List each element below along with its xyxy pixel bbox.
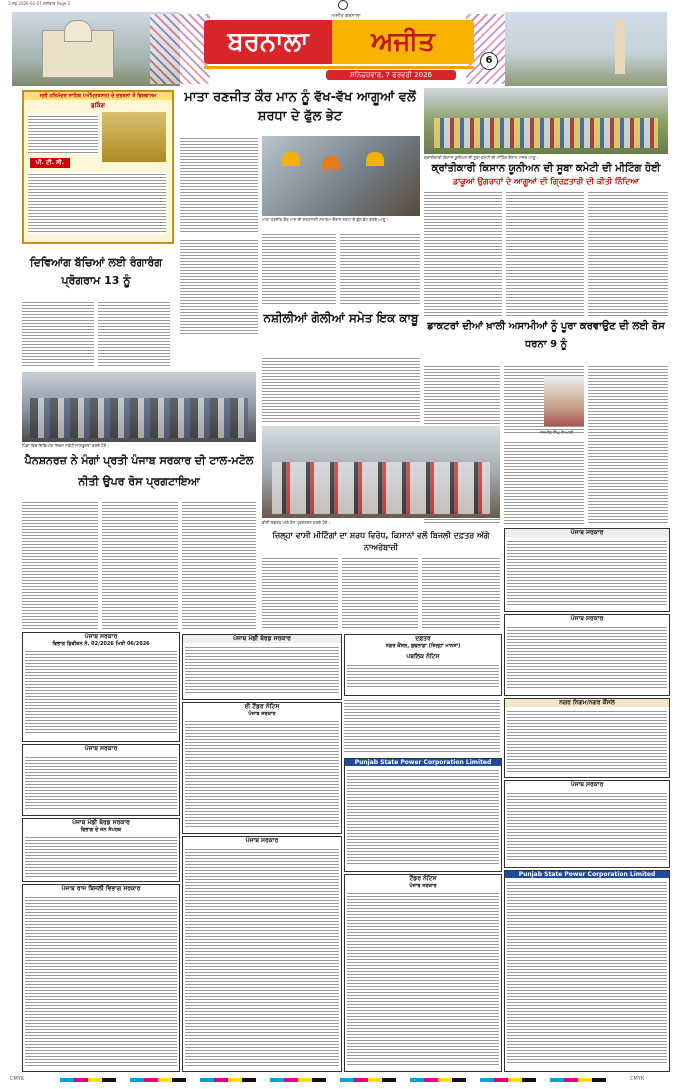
headline-7: ਜ਼ਿਲ੍ਹਾ ਵਾਸੀ ਮੀਟਿੰਗਾਂ ਦਾ ਸ਼ਰਧ ਵਿਰੋਧ, ਕਿਸਾਨਾਂ ਵਲੋਂ ਬਿਜਲੀ ਦਫ਼ਤਰ ਅੱਗੇ ਨਾਅਰੇਬਾਜ਼ੀ <box>272 531 490 552</box>
doctor-portrait <box>544 376 584 426</box>
notice-left-3-title: ਪੰਜਾਬ ਮੰਡੀ ਬੋਰਡ ਸਰਕਾਰ <box>72 819 130 826</box>
caption-1: ਮਾਤਾ ਰਣਜੀਤ ਕੌਰ ਮਾਨ ਦੀ ਸ਼ਰਧਾਂਜਲੀ ਸਮਾਗਮ ਦੌਰਾਨ ਸ਼ਰਧਾ ਦੇ ਫੁੱਲ ਭੇਟ ਕਰਦੇ ਆਗੂ। <box>262 217 389 222</box>
print-header: 2-ਸਵ 2026-02-07 ਸ਼ਨੀਵਾਰ Page 2 <box>8 1 71 6</box>
notice-tender-2-sub: ਪੰਜਾਬ ਸਰਕਾਰ <box>409 883 437 889</box>
notice-right-4 <box>504 780 670 868</box>
notice-municipal-title: ਦਫ਼ਤਰ <box>415 635 431 642</box>
headline-4: ਨਸ਼ੀਲੀਆਂ ਗੋਲੀਆਂ ਸਮੇਤ ਇਕ ਕਾਬੂ <box>263 311 419 325</box>
notice-pspcl-center-title: Punjab State Power Corporation Limited <box>345 759 501 766</box>
notice-municipal-sub: ਨਗਰ ਕੌਂਸਲ, ਬੁਢਲਾਡਾ (ਜ਼ਿਲ੍ਹਾ ਮਾਨਸਾ) <box>385 643 461 649</box>
subheadline-2: ਡਾਕੂਆਂ ਉਗਰਾਹਾਂ ਦੇ ਆਗੂਆਂ ਦੀ ਗ੍ਰਿਫ਼ਤਾਰੀ ਦੀ ਕੀਤੀ ਨਿੰਦਿਆ <box>452 177 640 186</box>
masthead-photo-right <box>505 12 667 86</box>
article-3-photo <box>22 372 256 442</box>
masthead-title <box>204 20 474 69</box>
headline-6: ਪੈਨਸ਼ਨਰਜ਼ ਨੇ ਮੰਗਾਂ ਪ੍ਰਤੀ ਪੰਜਾਬ ਸਰਕਾਰ ਦੀ ਟਾਲ-ਮਟੋਲ ਨੀਤੀ ਉਪਰ ਰੋਸ ਪ੍ਰਗਟਾਇਆ <box>24 454 254 488</box>
notice-left-1 <box>22 632 180 742</box>
ptc-badge: ਪੀ. ਟੀ. ਸੀ. <box>30 158 70 168</box>
notice-pspcl-right <box>504 870 670 1072</box>
notice-right-3-title: ਨਗਰ ਨਿਗਮ/ਨਗਰ ਕੌਂਸਲ <box>505 699 669 707</box>
notice-left-4-title: ਪੰਜਾਬ ਰਾਜ ਬਿਜਲੀ ਵਿਭਾਗ ਸਰਕਾਰ <box>61 885 141 892</box>
color-strip <box>60 1078 620 1082</box>
article-2-photo <box>424 88 668 154</box>
notice-center-1-title: ਪੰਜਾਬ ਮੰਡੀ ਬੋਰਡ ਸਰਕਾਰ <box>183 635 341 643</box>
headline-2: ਕ੍ਰਾਂਤੀਕਾਰੀ ਕਿਸਾਨ ਯੂਨੀਅਨ ਦੀ ਸੂਬਾ ਕਮੇਟੀ ਦੀ ਮੀਟਿੰਗ ਹੋਈ <box>431 163 661 174</box>
notice-tender <box>182 702 342 834</box>
headline-5: ਡਾਕਟਰਾਂ ਦੀਆਂ ਖ਼ਾਲੀ ਅਸਾਮੀਆਂ ਨੂੰ ਪੂਰਾ ਕਰਵਾਉਣ ਦੀ ਲਈ ਰੋਸ ਧਰਨਾ 9 ਨੂੰ <box>427 321 665 350</box>
page-number: 6 <box>480 52 498 70</box>
notice-center-3-title: ਪੰਜਾਬ ਸਰਕਾਰ <box>245 837 279 844</box>
notice-right-1 <box>504 528 670 612</box>
notice-center-3 <box>182 836 342 1072</box>
headline-3: ਦਿਵਿਆਂਗ ਬੱਚਿਆਂ ਲਈ ਰੰਗਾਰੰਗ ਪ੍ਰੋਗਰਾਮ 13 ਨੂੰ <box>30 256 162 287</box>
footer-cmyk-left: CMYK <box>10 1076 25 1082</box>
headline-1: ਮਾਤਾ ਰਣਜੀਤ ਕੌਰ ਮਾਨ ਨੂੰ ਵੱਖ-ਵੱਖ ਆਗੂਆਂ ਵਲੋਂ ਸ਼ਰਧਾ ਦੇ ਫੁੱਲ ਭੇਟ <box>184 90 416 124</box>
notice-left-3 <box>22 818 180 882</box>
notice-right-3 <box>504 698 670 778</box>
caption-portrait: ਜਸਮੀਤ ਸਿੰਘ ਸਿਆਣੀ <box>540 430 574 435</box>
ad-golden-temple-title: ਸ੍ਰੀ ਹਰਿਮੰਦਰ ਸਾਹਿਬ (ਅੰਮ੍ਰਿਤਸਰ) ਦੇ ਦਰਸ਼ਨਾਂ ਤੋਂ ਵਿਸ਼ਵਾਸਮ <box>24 92 172 100</box>
masthead-pattern-left <box>150 14 210 84</box>
notice-left-3-sub: ਵਿਭਾਗ ਦੇ ਜਨ ਸੰਪਰਕ <box>80 827 122 833</box>
golden-temple-photo <box>102 112 166 162</box>
article-1-body <box>180 136 258 232</box>
masthead <box>0 12 677 90</box>
caption-2: ਕ੍ਰਾਂਤੀਕਾਰੀ ਕਿਸਾਨ ਯੂਨੀਅਨ ਦੀ ਸੂਬਾ ਕਮੇਟੀ ਦੀ ਮੀਟਿੰਗ ਦੌਰਾਨ ਹਾਜ਼ਰ ਆਗੂ। <box>424 155 539 160</box>
masthead-date: ਸ਼ਨਿਚਰਵਾਰ, 7 ਫਰਵਰੀ 2026 <box>326 70 456 80</box>
notice-right-1-title: ਪੰਜਾਬ ਸਰਕਾਰ <box>505 529 669 537</box>
masthead-kicker: ਅਜੀਤ ਬਰਨਾਲਾ <box>331 13 361 19</box>
ad-golden-temple-subtitle: ਬੁਕਿੰਗ <box>91 102 105 109</box>
notice-right-2 <box>504 614 670 696</box>
article-7-photo <box>262 426 500 518</box>
notice-left-2 <box>22 744 180 816</box>
caption-4: ਡੀਸੀ ਦਫ਼ਤਰ ਅੱਗੇ ਰੋਸ ਪ੍ਰਦਰਸ਼ਨ ਕਰਦੇ ਹੋਏ। <box>262 520 331 525</box>
registration-mark <box>338 0 348 10</box>
masthead-title-part2: ਅਜੀਤ <box>332 20 474 64</box>
notice-tender-2 <box>344 874 502 1072</box>
notice-pspcl-right-title: Punjab State Power Corporation Limited <box>505 871 669 878</box>
notice-tender-title: ਈ ਟੈਂਡਰ ਨੋਟਿਸ <box>244 703 280 710</box>
notice-left-2-title: ਪੰਜਾਬ ਸਰਕਾਰ <box>84 745 118 752</box>
notice-municipal <box>344 634 502 696</box>
notice-right-2-title: ਪੰਜਾਬ ਸਰਕਾਰ <box>570 615 604 622</box>
notice-pspcl-center <box>344 758 502 872</box>
ad-golden-temple <box>22 90 174 244</box>
notice-tender-2-title: ਟੈਂਡਰ ਨੋਟਿਸ <box>409 875 437 882</box>
notice-tender-sub: ਪੰਜਾਬ ਸਰਕਾਰ <box>248 711 276 717</box>
notice-left-4 <box>22 884 180 1072</box>
notice-right-4-title: ਪੰਜਾਬ ਸਰਕਾਰ <box>570 781 604 788</box>
notice-center-1 <box>182 634 342 700</box>
article-1-photo <box>262 136 420 216</box>
masthead-title-part1: ਬਰਨਾਲਾ <box>204 20 332 64</box>
caption-3: ਪਿੰਡਾਂ ਵਿਚ ਦਿਵਿਆਂਗ ਦਿਵਸ ਸਬੰਧੀ ਜਾਗਰੂਕਤਾ ਕਰਦੇ ਹੋਏ। <box>22 443 109 448</box>
footer-cmyk-right: CMYK <box>630 1076 645 1082</box>
notice-public-title: ਪਬਲਿਕ ਨੋਟਿਸ <box>406 653 440 660</box>
notice-left-1-sub: ਵਿਭਾਗ ਡਿਵੀਜ਼ਨ ਨੰ. 02/2026 ਮਿਤੀ 06/2026 <box>52 641 150 647</box>
notice-left-1-title: ਪੰਜਾਬ ਸਰਕਾਰ <box>84 633 118 640</box>
